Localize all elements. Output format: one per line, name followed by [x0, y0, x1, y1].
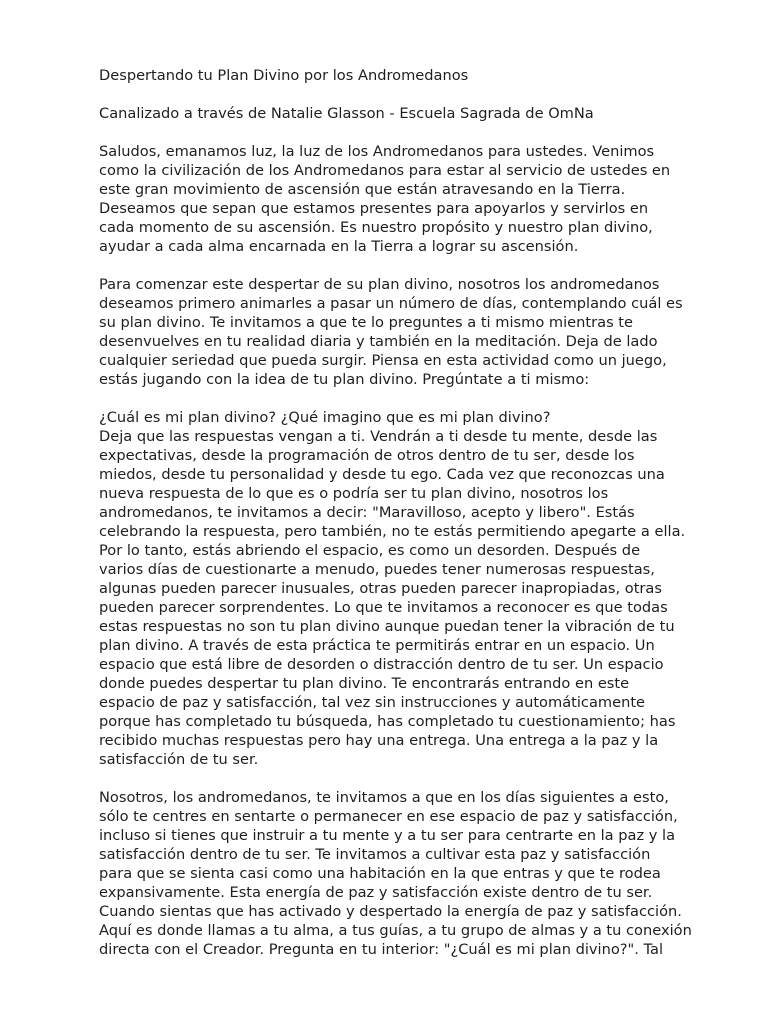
paragraph-list: [99, 142, 692, 959]
text-line: Nosotros, los andromedanos, te invitamos a que en los días siguientes a esto,: [99, 789, 669, 806]
text-line: ayudar a cada alma encarnada en la Tierra a lograr su ascensión.: [99, 238, 579, 255]
text-line: cualquier seriedad que pueda surgir. Piensa en esta actividad como un juego,: [99, 352, 667, 369]
text-line: Cuando sientas que has activado y despertado la energía de paz y satisfacción.: [99, 903, 682, 920]
text-line: recibido muchas respuestas pero hay una entrega. Una entrega a la paz y la: [99, 732, 659, 749]
byline-line: Canalizado a través de Natalie Glasson - Escuela Sagrada de OmNa: [99, 105, 594, 122]
text-line: directa con el Creador. Pregunta en tu interior: "¿Cuál es mi plan divino?". Tal: [99, 941, 664, 958]
text-line: este gran movimiento de ascensión que están atravesando en la Tierra.: [99, 181, 626, 198]
text-line: para que se sienta casi como una habitación en la que entras y que te rodea: [99, 865, 661, 882]
paragraph: [99, 275, 683, 389]
text-line: plan divino. A través de esta práctica te permitirás entrar en un espacio. Un: [99, 637, 655, 654]
text-line: satisfacción dentro de tu ser. Te invitamos a cultivar esta paz y satisfacción: [99, 846, 651, 863]
text-line: algunas pueden parecer inusuales, otras pueden parecer inapropiadas, otras: [99, 580, 662, 597]
document-title: [99, 66, 679, 85]
text-line: estas respuestas no son tu plan divino aunque puedan tener la vibración de tu: [99, 618, 675, 635]
text-line: nueva respuesta de lo que es o podría ser tu plan divino, nosotros los: [99, 485, 609, 502]
text-line: andromedanos, te invitamos a decir: "Maravilloso, acepto y libero". Estás: [99, 504, 635, 521]
text-line: Saludos, emanamos luz, la luz de los Andromedanos para ustedes. Venimos: [99, 143, 655, 160]
text-line: varios días de cuestionarte a menudo, puedes tener numerosas respuestas,: [99, 561, 655, 578]
text-line: estás jugando con la idea de tu plan divino. Pregúntate a ti mismo:: [99, 371, 590, 388]
text-line: deseamos primero animarles a pasar un número de días, contemplando cuál es: [99, 295, 683, 312]
text-line: sólo te centres en sentarte o permanecer en ese espacio de paz y satisfacción,: [99, 808, 678, 825]
text-line: ¿Cuál es mi plan divino? ¿Qué imagino que es mi plan divino?: [99, 409, 551, 426]
text-line: pueden parecer sorprendentes. Lo que te invitamos a reconocer es que todas: [99, 599, 668, 616]
text-line: Para comenzar este despertar de su plan divino, nosotros los andromedanos: [99, 276, 660, 293]
text-line: satisfacción de tu ser.: [99, 751, 259, 768]
text-line: donde puedes despertar tu plan divino. Te encontrarás entrando en este: [99, 675, 630, 692]
title-line: Despertando tu Plan Divino por los Andromedanos: [99, 67, 469, 84]
text-line: espacio que está libre de desorden o distracción dentro de tu ser. Un espacio: [99, 656, 664, 673]
text-line: expectativas, desde la programación de otros dentro de tu ser, desde los: [99, 447, 635, 464]
text-line: como la civilización de los Andromedanos para estar al servicio de ustedes en: [99, 162, 671, 179]
document-body: [99, 66, 692, 978]
text-line: cada momento de su ascensión. Es nuestro propósito y nuestro plan divino,: [99, 219, 653, 236]
text-line: Deseamos que sepan que estamos presentes para apoyarlos y servirlos en: [99, 200, 649, 217]
text-line: Por lo tanto, estás abriendo el espacio, es como un desorden. Después de: [99, 542, 641, 559]
paragraph: [99, 142, 679, 256]
text-line: su plan divino. Te invitamos a que te lo preguntes a ti mismo mientras te: [99, 314, 634, 331]
text-line: expansivamente. Esta energía de paz y satisfacción existe dentro de tu ser.: [99, 884, 653, 901]
text-line: porque has completado tu búsqueda, has completado tu cuestionamiento; has: [99, 713, 676, 730]
text-line: espacio de paz y satisfacción, tal vez sin instrucciones y automáticamente: [99, 694, 646, 711]
text-line: desenvuelves en tu realidad diaria y también en la meditación. Deja de lado: [99, 333, 658, 350]
text-line: incluso si tienes que instruir a tu mente y a tu ser para centrarte en la paz y la: [99, 827, 676, 844]
paragraph: [99, 788, 692, 959]
text-line: Deja que las respuestas vengan a ti. Vendrán a ti desde tu mente, desde las: [99, 428, 658, 445]
text-line: Aquí es donde llamas a tu alma, a tus guías, a tu grupo de almas y a tu conexión: [99, 922, 692, 939]
paragraph: [99, 408, 686, 769]
text-line: celebrando la respuesta, pero también, no te estás permitiendo apegarte a ella.: [99, 523, 686, 540]
text-line: miedos, desde tu personalidad y desde tu ego. Cada vez que reconozcas una: [99, 466, 665, 483]
document-byline: [99, 104, 679, 123]
